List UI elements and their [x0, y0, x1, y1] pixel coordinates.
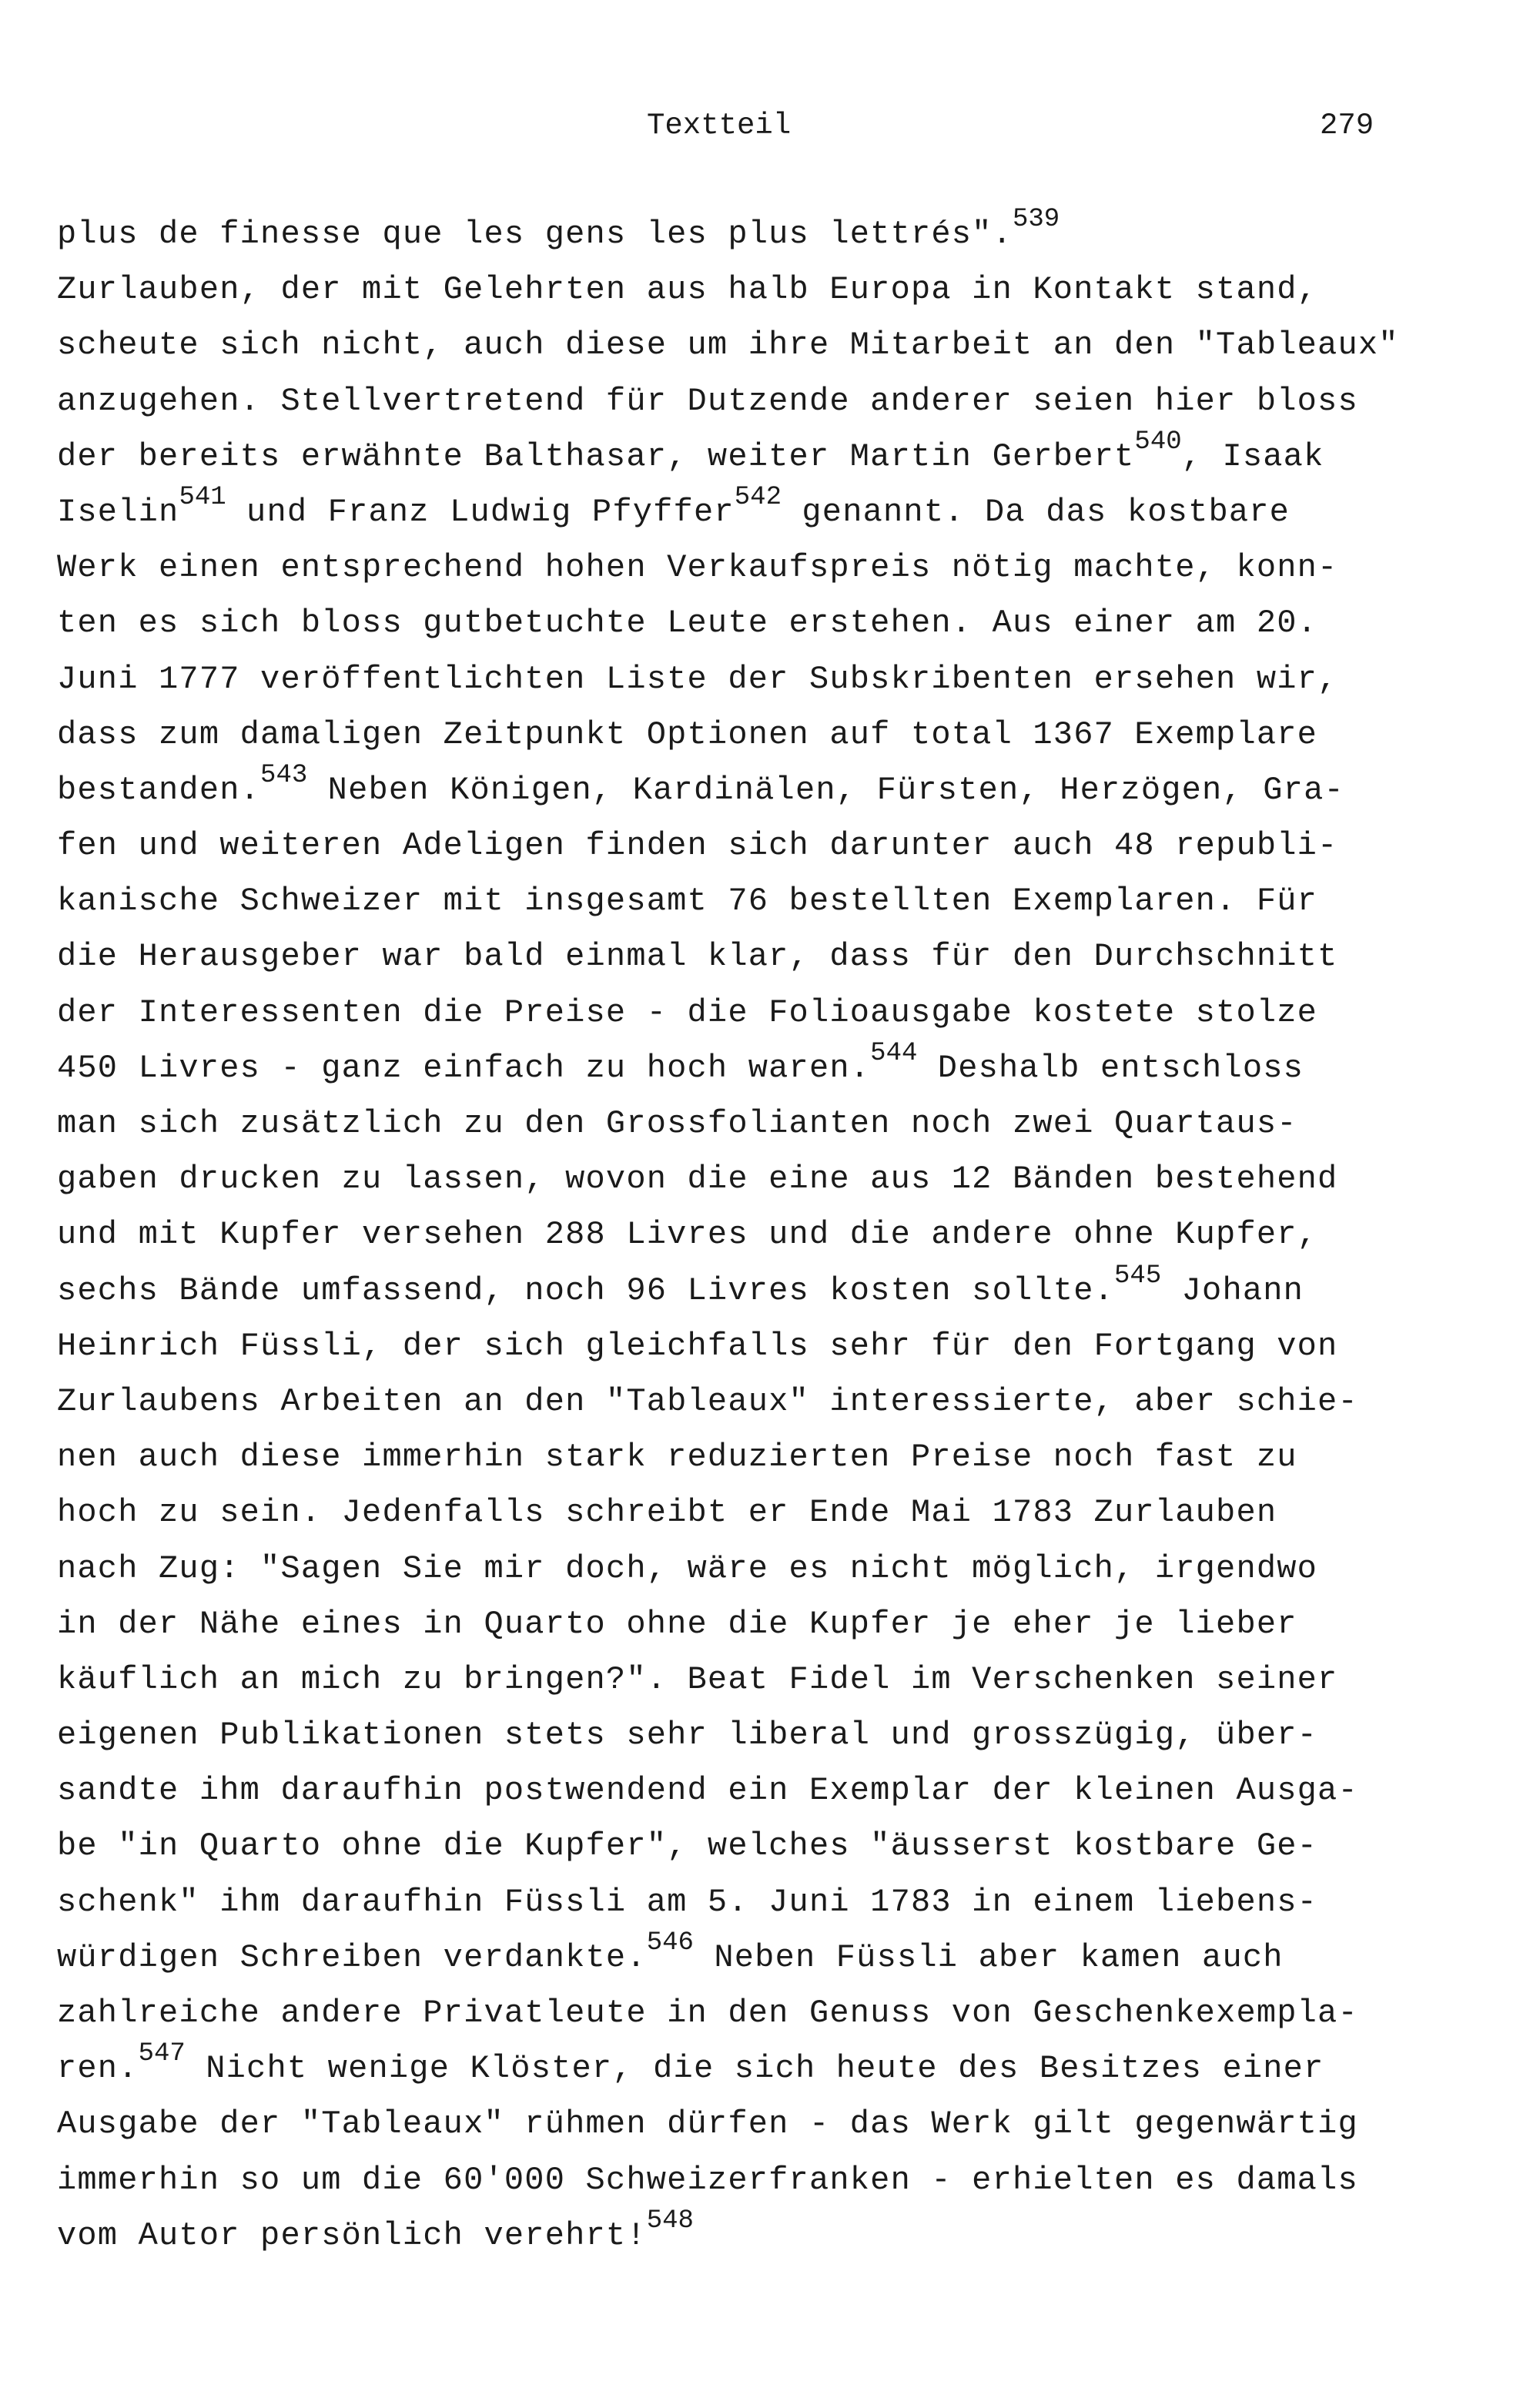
text-segment: Zurlauben, der mit Gelehrten aus halb Europa in Kontakt stand,: [57, 271, 1318, 309]
text-segment: 450 Livres - ganz einfach zu hoch waren.: [57, 1049, 871, 1087]
text-segment: die Herausgeber war bald einmal klar, dass für den Durchschnitt: [57, 938, 1338, 976]
text-line: [57, 1040, 1512, 1096]
text-segment: Zurlaubens Arbeiten an den "Tableaux" interessierte, aber schie-: [57, 1382, 1358, 1420]
text-segment: Neben Füssli aber kamen auch: [693, 1938, 1284, 1976]
text-line: [57, 1541, 1512, 1596]
running-header-title: Textteil: [647, 109, 792, 142]
text-line: [57, 1596, 1512, 1652]
text-segment: vom Autor persönlich verehrt!: [57, 2216, 647, 2254]
text-segment: und mit Kupfer versehen 288 Livres und die andere ohne Kupfer,: [57, 1216, 1318, 1254]
footnote-marker: 541: [179, 482, 226, 512]
body-text: [57, 206, 1512, 2263]
text-segment: immerhin so um die 60'000 Schweizerfranken - erhielten es damals: [57, 2161, 1358, 2199]
text-segment: sandte ihm daraufhin postwendend ein Exemplar der kleinen Ausga-: [57, 1772, 1358, 1810]
text-line: [57, 1096, 1512, 1151]
footnote-marker: 539: [1013, 205, 1060, 234]
text-line: [57, 985, 1512, 1040]
text-segment: käuflich an mich zu bringen?". Beat Fidel im Verschenken seiner: [57, 1660, 1338, 1698]
text-segment: nach Zug: "Sagen Sie mir doch, wäre es nicht möglich, irgendwo: [57, 1549, 1318, 1587]
text-line: [57, 595, 1512, 651]
text-segment: gaben drucken zu lassen, wovon die eine aus 12 Bänden bestehend: [57, 1161, 1338, 1198]
text-line: [57, 1207, 1512, 1262]
text-line: [57, 1930, 1512, 1985]
text-segment: Johann: [1161, 1271, 1304, 1309]
text-line: [57, 2208, 1512, 2263]
text-line: [57, 2041, 1512, 2096]
text-segment: Werk einen entsprechend hohen Verkaufspreis nötig machte, konn-: [57, 549, 1338, 587]
text-segment: Ausgabe der "Tableaux" rühmen dürfen - das Werk gilt gegenwärtig: [57, 2105, 1358, 2143]
text-line: [57, 1318, 1512, 1374]
text-line: [57, 373, 1512, 429]
text-segment: plus de finesse que les gens les plus lettrés".: [57, 216, 1013, 253]
footnote-marker: 548: [646, 2206, 694, 2236]
text-segment: kanische Schweizer mit insgesamt 76 bestellten Exemplaren. Für: [57, 883, 1318, 920]
text-segment: dass zum damaligen Zeitpunkt Optionen auf total 1367 Exemplare: [57, 715, 1318, 753]
text-line: [57, 317, 1512, 373]
text-segment: Juni 1777 veröffentlichten Liste der Subskribenten ersehen wir,: [57, 660, 1338, 698]
text-segment: zahlreiche andere Privatleute in den Genuss von Geschenkexempla-: [57, 1995, 1358, 2032]
text-line: [57, 1874, 1512, 1930]
text-segment: Iselin: [57, 493, 179, 531]
page-number: 279: [1320, 109, 1374, 142]
text-line: [57, 1652, 1512, 1707]
text-segment: in der Nähe eines in Quarto ohne die Kupfer je eher je lieber: [57, 1605, 1297, 1643]
text-segment: und Franz Ludwig Pfyffer: [226, 493, 735, 531]
text-line: [57, 2096, 1512, 2152]
text-line: [57, 762, 1512, 818]
text-segment: bestanden.: [57, 771, 261, 809]
text-line: [57, 429, 1512, 484]
footnote-marker: 544: [870, 1038, 918, 1068]
text-segment: genannt. Da das kostbare: [781, 493, 1291, 531]
footnote-marker: 542: [734, 482, 782, 512]
text-line: [57, 484, 1512, 540]
text-segment: anzugehen. Stellvertretend für Dutzende anderer seien hier bloss: [57, 382, 1358, 420]
text-line: [57, 1263, 1512, 1318]
text-segment: würdigen Schreiben verdankte.: [57, 1938, 647, 1976]
footnote-marker: 543: [260, 760, 308, 790]
text-segment: Deshalb entschloss: [917, 1049, 1304, 1087]
text-line: [57, 1485, 1512, 1540]
text-line: [57, 1763, 1512, 1818]
text-segment: ten es sich bloss gutbetuchte Leute erstehen. Aus einer am 20.: [57, 605, 1318, 642]
text-line: [57, 1429, 1512, 1485]
text-line: [57, 1151, 1512, 1207]
text-line: [57, 652, 1512, 707]
text-line: [57, 1707, 1512, 1763]
text-segment: be "in Quarto ohne die Kupfer", welches "äusserst kostbare Ge-: [57, 1827, 1318, 1865]
text-segment: man sich zusätzlich zu den Grossfolianten noch zwei Quartaus-: [57, 1105, 1297, 1142]
text-segment: schenk" ihm daraufhin Füssli am 5. Juni 1783 in einem liebens-: [57, 1883, 1318, 1921]
text-segment: der bereits erwähnte Balthasar, weiter Martin Gerbert: [57, 437, 1135, 475]
text-segment: eigenen Publikationen stets sehr liberal und grosszügig, über-: [57, 1717, 1318, 1754]
text-line: [57, 818, 1512, 873]
text-segment: fen und weiteren Adeligen finden sich darunter auch 48 republi-: [57, 827, 1338, 865]
text-line: [57, 1818, 1512, 1874]
text-line: [57, 2152, 1512, 2208]
text-segment: der Interessenten die Preise - die Folioausgabe kostete stolze: [57, 993, 1318, 1031]
text-segment: sechs Bände umfassend, noch 96 Livres kosten sollte.: [57, 1271, 1115, 1309]
text-line: [57, 707, 1512, 762]
text-line: [57, 1374, 1512, 1429]
text-line: [57, 540, 1512, 595]
text-segment: scheute sich nicht, auch diese um ihre Mitarbeit an den "Tableaux": [57, 327, 1399, 364]
text-line: [57, 206, 1512, 262]
footnote-marker: 545: [1114, 1261, 1162, 1291]
footnote-marker: 546: [646, 1928, 694, 1958]
text-line: [57, 1985, 1512, 2041]
footnote-marker: 547: [138, 2039, 186, 2069]
text-segment: ren.: [57, 2050, 139, 2088]
text-segment: , Isaak: [1181, 437, 1324, 475]
text-line: [57, 873, 1512, 929]
text-segment: Nicht wenige Klöster, die sich heute des Besitzes einer: [185, 2050, 1324, 2088]
footnote-marker: 540: [1134, 427, 1182, 457]
text-line: [57, 262, 1512, 317]
text-segment: hoch zu sein. Jedenfalls schreibt er Ende Mai 1783 Zurlauben: [57, 1494, 1277, 1532]
text-line: [57, 929, 1512, 984]
text-segment: Neben Königen, Kardinälen, Fürsten, Herzögen, Gra-: [307, 771, 1344, 809]
text-segment: nen auch diese immerhin stark reduzierten Preise noch fast zu: [57, 1439, 1297, 1476]
text-segment: Heinrich Füssli, der sich gleichfalls sehr für den Fortgang von: [57, 1327, 1338, 1365]
